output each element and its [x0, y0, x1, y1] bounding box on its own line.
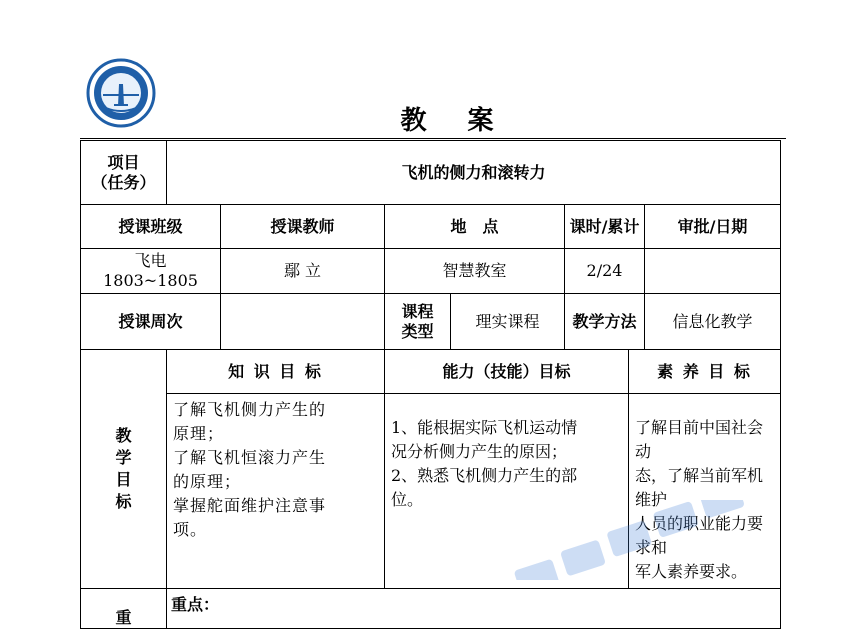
project-row [81, 141, 781, 205]
week-value [221, 294, 385, 350]
method-header: 教学方法 [565, 294, 645, 350]
header-row [81, 205, 781, 249]
quality-goals: 了解目前中国社会动 态，了解当前军机维护 人员的职业能力要求和 军人素养要求。 [629, 394, 781, 589]
hours-value: 2/24 [565, 249, 645, 294]
hours-header: 课时/累计 [565, 205, 645, 249]
header-rule [80, 138, 786, 139]
focus-row [81, 589, 781, 629]
course-type-value: 理实课程 [451, 294, 565, 350]
quality-header: 素 养 目 标 [629, 350, 781, 394]
location-header: 地 点 [385, 205, 565, 249]
project-value: 飞机的侧力和滚转力 [167, 141, 781, 205]
project-label: 项目 （任务） [81, 141, 167, 205]
class-header: 授课班级 [81, 205, 221, 249]
goals-label: 教 学 目 标 [81, 350, 167, 589]
week-header: 授课周次 [81, 294, 221, 350]
teacher-value: 鄢 立 [221, 249, 385, 294]
method-value: 信息化教学 [645, 294, 781, 350]
teacher-header: 授课教师 [221, 205, 385, 249]
school-logo [86, 58, 156, 128]
focus-label: 重 [81, 589, 167, 629]
goals-content-row [81, 394, 781, 589]
approval-value [645, 249, 781, 294]
document-title: 教 案 [400, 106, 510, 136]
value-row [81, 249, 781, 294]
approval-header: 审批/日期 [645, 205, 781, 249]
goals-header-row [81, 350, 781, 394]
knowledge-goals: 了解飞机侧力产生的 原理； 了解飞机恒滚力产生 的原理； 掌握舵面维护注意事 项。 [167, 394, 385, 589]
ability-header: 能力（技能）目标 [385, 350, 629, 394]
week-row [81, 294, 781, 350]
location-value: 智慧教室 [385, 249, 565, 294]
course-type-header: 课程 类型 [385, 294, 451, 350]
knowledge-header: 知 识 目 标 [167, 350, 385, 394]
class-value: 飞电 1803~1805 [81, 249, 221, 294]
lesson-plan-table [80, 140, 781, 629]
focus-heading: 重点： [167, 589, 781, 629]
ability-goals: 1、能根据实际飞机运动情 况分析侧力产生的原因； 2、熟悉飞机侧力产生的部 位。 [385, 394, 629, 589]
